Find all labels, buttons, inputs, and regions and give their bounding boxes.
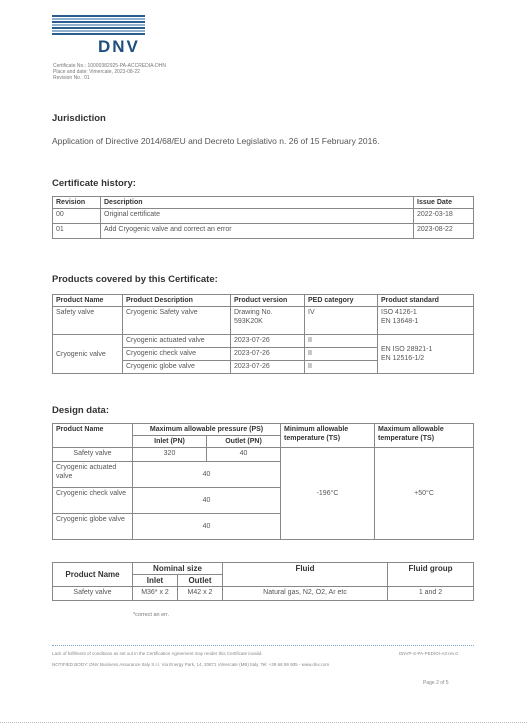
nominal-fluid-group: 1 and 2 <box>388 587 474 601</box>
table-row <box>53 224 474 239</box>
design-pressure: 40 <box>133 488 281 514</box>
design-col-ps: Maximum allowable pressure (PS) <box>133 424 281 436</box>
design-pressure: 40 <box>133 462 281 488</box>
table-row <box>53 335 474 348</box>
revision-number: Revision No.: 01 <box>53 75 90 81</box>
standard-line: EN ISO 28921-1 <box>381 346 433 353</box>
history-col-date: Issue Date <box>414 197 474 209</box>
product-category: II <box>305 348 378 361</box>
history-cell: 2022-03-18 <box>414 209 474 224</box>
nominal-col-name: Product Name <box>53 563 133 587</box>
design-col-outlet: Outlet (PN) <box>207 436 281 448</box>
product-name: Safety valve <box>53 307 123 335</box>
product-category: IV <box>305 307 378 335</box>
nominal-product-name: Safety valve <box>53 587 133 601</box>
dnv-logo: DNV <box>98 37 140 56</box>
product-version: Drawing No. 593K20K <box>231 307 305 335</box>
products-header-row <box>53 295 474 307</box>
design-product-name: Safety valve <box>53 448 133 462</box>
product-description: Cryogenic actuated valve <box>123 335 231 348</box>
products-col-category: PED category <box>305 295 378 307</box>
design-heading: Design data: <box>52 405 110 416</box>
history-col-description: Description <box>101 197 414 209</box>
design-header-row <box>53 424 474 436</box>
history-cell: Add Cryogenic valve and correct an error <box>101 224 414 239</box>
nominal-outlet: M42 x 2 <box>178 587 223 601</box>
product-description: Cryogenic check valve <box>123 348 231 361</box>
product-name: Cryogenic valve <box>53 335 123 374</box>
table-row <box>53 587 474 601</box>
design-product-name: Cryogenic actuated valve <box>53 462 133 488</box>
design-min-temp: -196°C <box>281 448 375 540</box>
products-heading: Products covered by this Certificate: <box>52 274 218 285</box>
design-inlet: 320 <box>133 448 207 462</box>
nominal-table <box>52 562 474 601</box>
standard-line: EN 12516-1/2 <box>381 355 425 362</box>
product-version: 2023-07-26 <box>231 335 305 348</box>
design-col-max-temp: Maximum allowable temperature (TS) <box>375 424 474 448</box>
design-product-name: Cryogenic globe valve <box>53 514 133 540</box>
footer-reference: DNVP-S-PA-PED/OI-A3 rev.0 <box>399 651 458 656</box>
products-col-name: Product Name <box>53 295 123 307</box>
logo-stripes <box>52 15 145 36</box>
product-category: II <box>305 361 378 374</box>
table-row <box>53 448 474 462</box>
nominal-col-inlet: Inlet <box>133 575 178 587</box>
page-number: Page 2 of 5 <box>423 680 449 686</box>
footer-conditions: Lack of fulfilment of conditions as set out in the Certification Agreement may render this Certificate invalid. <box>52 651 263 656</box>
history-cell: Original certificate <box>101 209 414 224</box>
nominal-col-fluid: Fluid <box>223 563 388 587</box>
history-cell: 00 <box>53 209 101 224</box>
footer-divider <box>52 645 474 646</box>
design-col-min-temp: Minimum allowable temperature (TS) <box>281 424 375 448</box>
place-date: Place and date: Vimercate, 2023-08-22 <box>53 69 140 75</box>
history-header-row <box>53 197 474 209</box>
standard-line: ISO 4126-1 <box>381 309 417 316</box>
nominal-col-outlet: Outlet <box>178 575 223 587</box>
products-col-description: Product Description <box>123 295 231 307</box>
table-row <box>53 209 474 224</box>
nominal-header-row <box>53 563 474 575</box>
design-table <box>52 423 474 540</box>
history-cell: 2023-08-22 <box>414 224 474 239</box>
history-heading: Certificate history: <box>52 178 136 189</box>
footer-notified-body: NOTIFIED BODY: DNV Business Assurance Italy S.r.l. Via Energy Park, 14, 20871 Vimercate (MB) Italy. Tel: +39 68 99 905 - www.dnv.com <box>52 662 330 667</box>
product-standard <box>378 335 474 374</box>
products-col-version: Product version <box>231 295 305 307</box>
design-col-name: Product Name <box>53 424 133 448</box>
design-pressure: 40 <box>133 514 281 540</box>
products-table <box>52 294 474 374</box>
product-standard <box>378 307 474 335</box>
jurisdiction-text: Application of Directive 2014/68/EU and Decreto Legislativo n. 26 of 15 February 2016. <box>52 136 380 146</box>
product-description: Cryogenic Safety valve <box>123 307 231 335</box>
certificate-meta <box>53 63 166 81</box>
jurisdiction-heading: Jurisdiction <box>52 113 106 124</box>
table-row <box>53 307 474 335</box>
history-cell: 01 <box>53 224 101 239</box>
nominal-col-size: Nominal size <box>133 563 223 575</box>
nominal-fluid: Natural gas, N2, O2, Ar etc <box>223 587 388 601</box>
product-version: 2023-07-26 <box>231 348 305 361</box>
history-table <box>52 196 474 239</box>
standard-line: EN 13648-1 <box>381 318 419 325</box>
design-col-inlet: Inlet (PN) <box>133 436 207 448</box>
correction-note: *correct an err. <box>133 612 170 618</box>
product-category: II <box>305 335 378 348</box>
history-col-revision: Revision <box>53 197 101 209</box>
nominal-inlet: M36* x 2 <box>133 587 178 601</box>
product-version: 2023-07-26 <box>231 361 305 374</box>
certificate-number: Certificate No.: 10000382925-PA-ACCREDIA-DHN <box>53 63 167 69</box>
product-description: Cryogenic globe valve <box>123 361 231 374</box>
design-outlet: 40 <box>207 448 281 462</box>
bottom-border <box>0 722 527 723</box>
design-product-name: Cryogenic check valve <box>53 488 133 514</box>
design-max-temp: +50°C <box>375 448 474 540</box>
nominal-col-group: Fluid group <box>388 563 474 587</box>
products-col-standard: Product standard <box>378 295 474 307</box>
